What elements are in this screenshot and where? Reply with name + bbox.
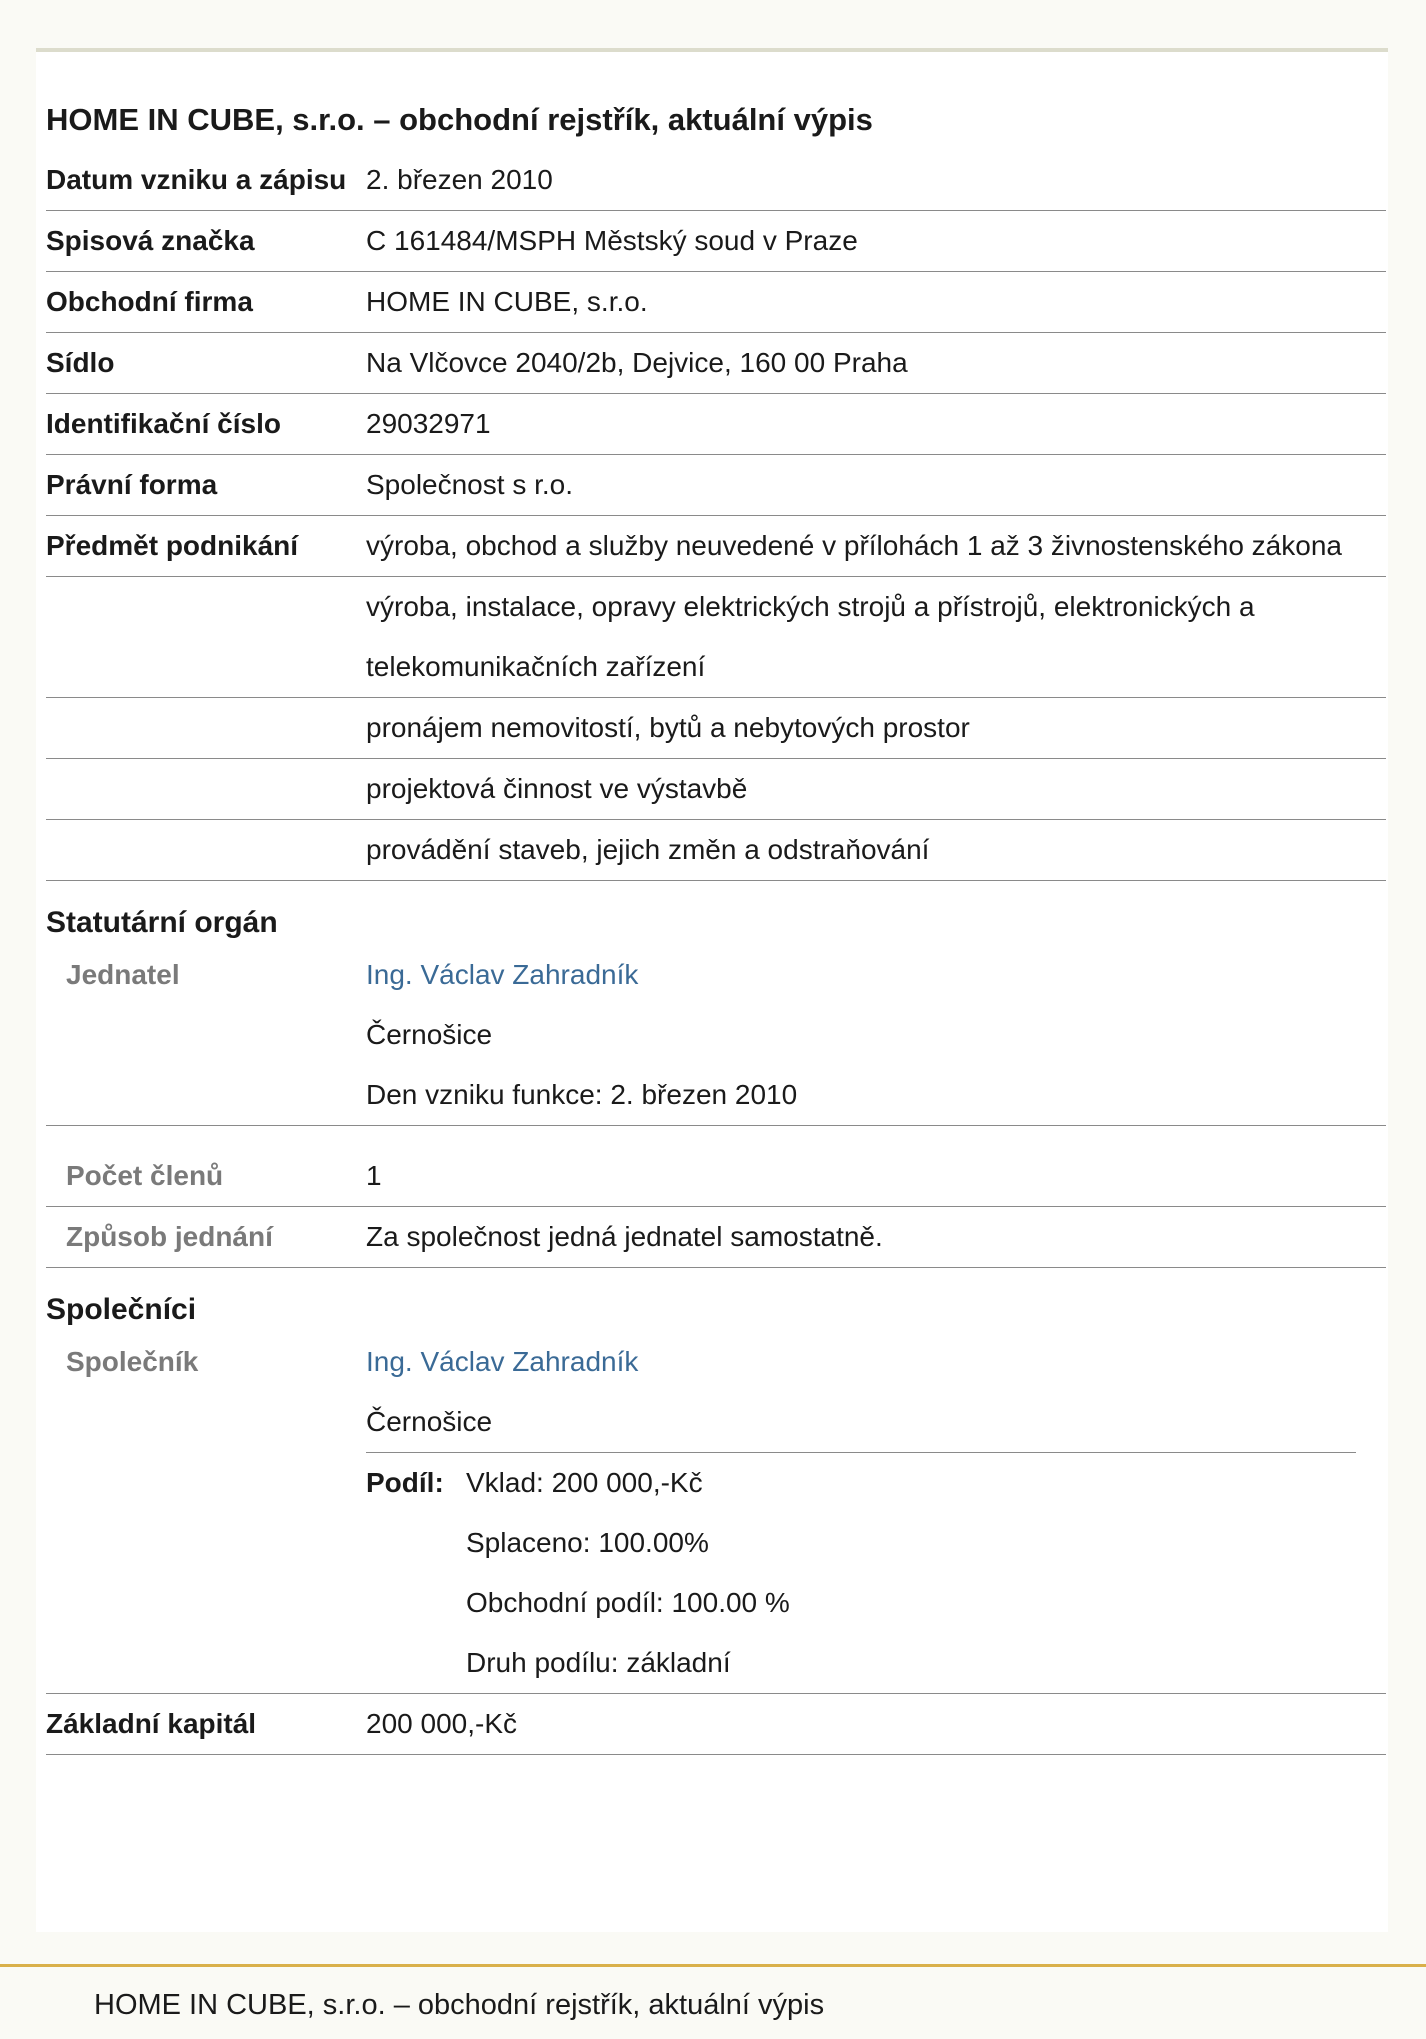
row-value: 200 000,-Kč <box>366 1708 517 1739</box>
row-ico <box>46 394 1386 455</box>
row-sidlo <box>46 333 1386 394</box>
row-label: Společník <box>66 1346 199 1377</box>
row-predmet-item <box>46 759 1386 820</box>
predmet-item: pronájem nemovitostí, bytů a nebytových prostor <box>366 712 970 743</box>
row-value: 29032971 <box>366 408 491 439</box>
row-label: Základní kapitál <box>46 1708 257 1739</box>
predmet-item: provádění staveb, jejich změn a odstraňování <box>366 834 930 865</box>
podil-vklad: Vklad: 200 000,-Kč <box>466 1467 703 1498</box>
jednatel-city: Černošice <box>366 1019 493 1050</box>
register-extract-content <box>46 52 1386 1755</box>
row-label: Datum vzniku a zápisu <box>46 164 347 195</box>
spolecnik-city: Černošice <box>366 1406 493 1437</box>
row-label: Sídlo <box>46 347 115 378</box>
row-label: Počet členů <box>66 1160 224 1191</box>
row-value <box>366 945 1386 1125</box>
row-predmet-item <box>46 820 1386 881</box>
row-value <box>366 1332 1386 1693</box>
podil-druh: Druh podílu: základní <box>466 1647 731 1678</box>
row-predmet-item <box>46 577 1386 698</box>
row-label-empty <box>46 759 366 819</box>
podil-block <box>366 1452 1356 1693</box>
row-label: Spisová značka <box>46 225 255 256</box>
row-value: C 161484/MSPH Městský soud v Praze <box>366 225 858 256</box>
podil-lines <box>466 1453 790 1693</box>
page-footer <box>0 1964 1426 2039</box>
spolecnik-name-link[interactable]: Ing. Václav Zahradník <box>366 1346 639 1377</box>
row-value: Společnost s r.o. <box>366 469 574 500</box>
footer-title: HOME IN CUBE, s.r.o. – obchodní rejstřík, aktuální výpis <box>94 1989 825 2021</box>
row-datum-vzniku <box>46 150 1386 211</box>
row-jednatel <box>46 943 1386 1126</box>
row-label-empty <box>46 577 366 697</box>
row-zakladni-kapital <box>46 1694 1386 1755</box>
row-label: Obchodní firma <box>46 286 253 317</box>
jednatel-since: Den vzniku funkce: 2. březen 2010 <box>366 1079 798 1110</box>
row-zpusob-jednani <box>46 1207 1386 1268</box>
predmet-item: projektová činnost ve výstavbě <box>366 773 748 804</box>
row-predmet-podnikani <box>46 516 1386 577</box>
podil-splaceno: Splaceno: 100.00% <box>466 1527 709 1558</box>
section-statutarni-organ: Statutární orgán <box>46 906 278 939</box>
podil-label: Podíl: <box>366 1467 444 1498</box>
row-label: Způsob jednání <box>66 1221 273 1252</box>
row-predmet-item <box>46 698 1386 759</box>
row-value: Na Vlčovce 2040/2b, Dejvice, 160 00 Praha <box>366 347 908 378</box>
row-spolecnik <box>46 1330 1386 1694</box>
row-value: 2. březen 2010 <box>366 164 553 195</box>
row-label-empty <box>46 820 366 880</box>
podil-obchodni: Obchodní podíl: 100.00 % <box>466 1587 790 1618</box>
row-label: Identifikační číslo <box>46 408 281 439</box>
predmet-item: výroba, instalace, opravy elektrických strojů a přístrojů, elektronických a telekomunikačních zařízení <box>366 591 1255 682</box>
register-extract-card <box>36 48 1388 1932</box>
row-spisova-znacka <box>46 211 1386 272</box>
row-label: Právní forma <box>46 469 218 500</box>
section-spolecnici: Společníci <box>46 1293 197 1326</box>
row-value: Za společnost jedná jednatel samostatně. <box>366 1221 883 1252</box>
predmet-item: výroba, obchod a služby neuvedené v přílohách 1 až 3 živnostenského zákona <box>366 530 1342 561</box>
row-label: Předmět podnikání <box>46 530 299 561</box>
row-value: 1 <box>366 1160 382 1191</box>
jednatel-name-link[interactable]: Ing. Václav Zahradník <box>366 959 639 990</box>
row-pravni-forma <box>46 455 1386 516</box>
row-pocet-clenu <box>46 1126 1386 1207</box>
row-label-empty <box>46 698 366 758</box>
row-label: Jednatel <box>66 959 180 990</box>
row-obchodni-firma <box>46 272 1386 333</box>
row-value: HOME IN CUBE, s.r.o. <box>366 286 648 317</box>
page-title: HOME IN CUBE, s.r.o. – obchodní rejstřík, aktuální výpis <box>46 102 873 137</box>
